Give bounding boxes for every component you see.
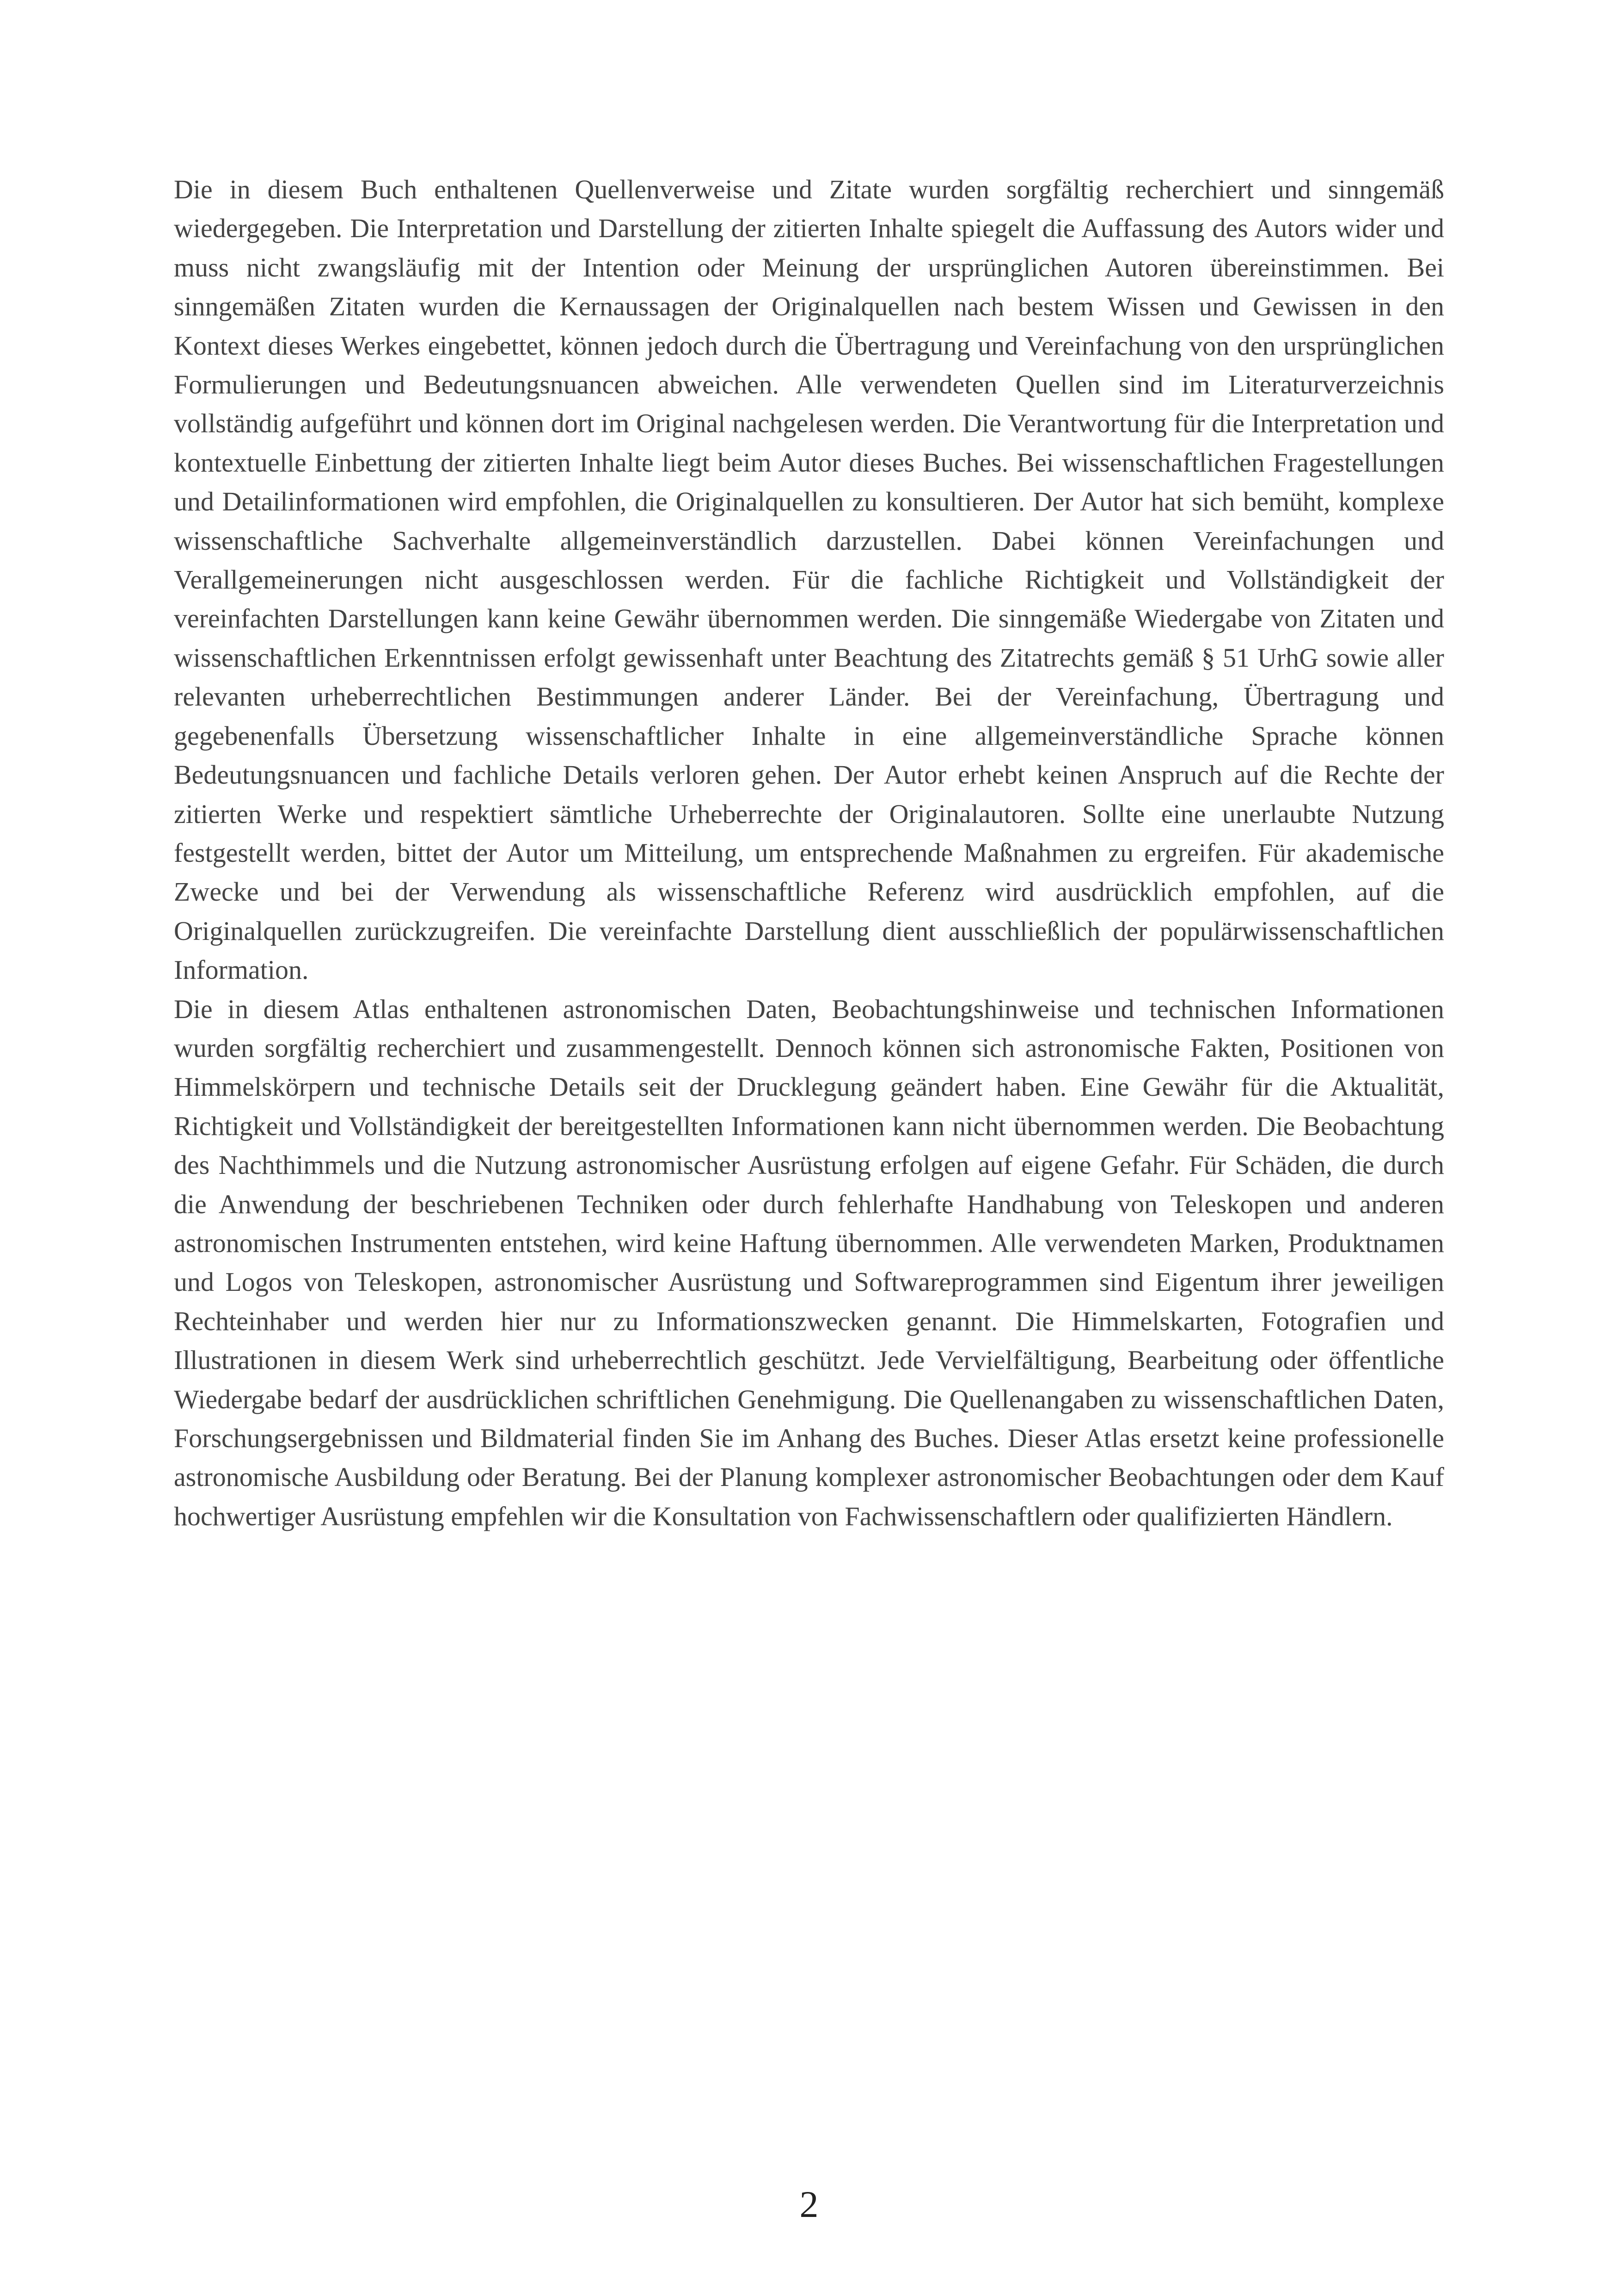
disclaimer-paragraph-citations: Die in diesem Buch enthaltenen Quellenverweise und Zitate wurden sorgfältig recherchiert und sinngemäß wiedergegeben. Die Interpretation und Darstellung der zitierten Inhalte spiegelt die Auffassung des Autors wider und muss nicht zwangsläufig mit der Intention oder Meinung der ursprünglichen Autoren übereinstimmen. Bei sinngemäßen Zitaten wurden die Kernaussagen der Originalquellen nach bestem Wissen und Gewissen in den Kontext dieses Werkes eingebettet, können jedoch durch die Übertragung und Vereinfachung von den ursprünglichen Formulierungen und Bedeutungsnuancen abweichen. Alle verwendeten Quellen sind im Literaturverzeichnis vollständig aufgeführt und können dort im Original nachgelesen werden. Die Verantwortung für die Interpretation und kontextuelle Einbettung der zitierten Inhalte liegt beim Autor dieses Buches. Bei wissenschaftlichen Fragestellungen und Detailinformationen wird empfohlen, die Originalquellen zu konsultieren. Der Autor hat sich bemüht, komplexe wissenschaftliche Sachverhalte allgemeinverständlich darzustellen. Dabei können Vereinfachungen und Verallgemeinerungen nicht ausgeschlossen werden. Für die fachliche Richtigkeit und Vollständigkeit der vereinfachten Darstellungen kann keine Gewähr übernommen werden. Die sinngemäße Wiedergabe von Zitaten und wissenschaftlichen Erkenntnissen erfolgt gewissenhaft unter Beachtung des Zitatrechts gemäß § 51 UrhG sowie aller relevanten urheberrechtlichen Bestimmungen anderer Länder. Bei der Vereinfachung, Übertragung und gegebenenfalls Übersetzung wissenschaftlicher Inhalte in eine allgemeinverständliche Sprache können Bedeutungsnuancen und fachliche Details verloren gehen. Der Autor erhebt keinen Anspruch auf die Rechte der zitierten Werke und respektiert sämtliche Urheberrechte der Originalautoren. Sollte eine unerlaubte Nutzung festgestellt werden, bittet der Autor um Mitteilung, um entsprechende Maßnahmen zu ergreifen. Für akademische Zwecke und bei der Verwendung als wissenschaftliche Referenz wird ausdrücklich empfohlen, auf die Originalquellen zurückzugreifen. Die vereinfachte Darstellung dient ausschließlich der populärwissenschaftlichen Information.: [174, 174, 1444, 985]
page-number: 2: [799, 2183, 819, 2225]
body-text: [174, 170, 1444, 1536]
disclaimer-paragraph-astronomy: Die in diesem Atlas enthaltenen astronomischen Daten, Beobachtungshinweise und technischen Informationen wurden sorgfältig recherchiert und zusammengestellt. Dennoch können sich astronomische Fakten, Positionen von Himmelskörpern und technische Details seit der Drucklegung geändert haben. Eine Gewähr für die Aktualität, Richtigkeit und Vollständigkeit der bereitgestellten Informationen kann nicht übernommen werden. Die Beobachtung des Nachthimmels und die Nutzung astronomischer Ausrüstung erfolgen auf eigene Gefahr. Für Schäden, die durch die Anwendung der beschriebenen Techniken oder durch fehlerhafte Handhabung von Teleskopen und anderen astronomischen Instrumenten entstehen, wird keine Haftung übernommen. Alle verwendeten Marken, Produktnamen und Logos von Teleskopen, astronomischer Ausrüstung und Softwareprogrammen sind Eigentum ihrer jeweiligen Rechteinhaber und werden hier nur zu Informationszwecken genannt. Die Himmelskarten, Fotografien und Illustrationen in diesem Werk sind urheberrechtlich geschützt. Jede Vervielfältigung, Bearbeitung oder öffentliche Wiedergabe bedarf der ausdrücklichen schriftlichen Genehmigung. Die Quellenangaben zu wissenschaftlichen Daten, Forschungsergebnissen und Bildmaterial finden Sie im Anhang des Buches. Dieser Atlas ersetzt keine professionelle astronomische Ausbildung oder Beratung. Bei der Planung komplexer astronomischer Beobachtungen oder dem Kauf hochwertiger Ausrüstung empfehlen wir die Konsultation von Fachwissenschaftlern oder qualifizierten Händlern.: [174, 994, 1444, 1531]
